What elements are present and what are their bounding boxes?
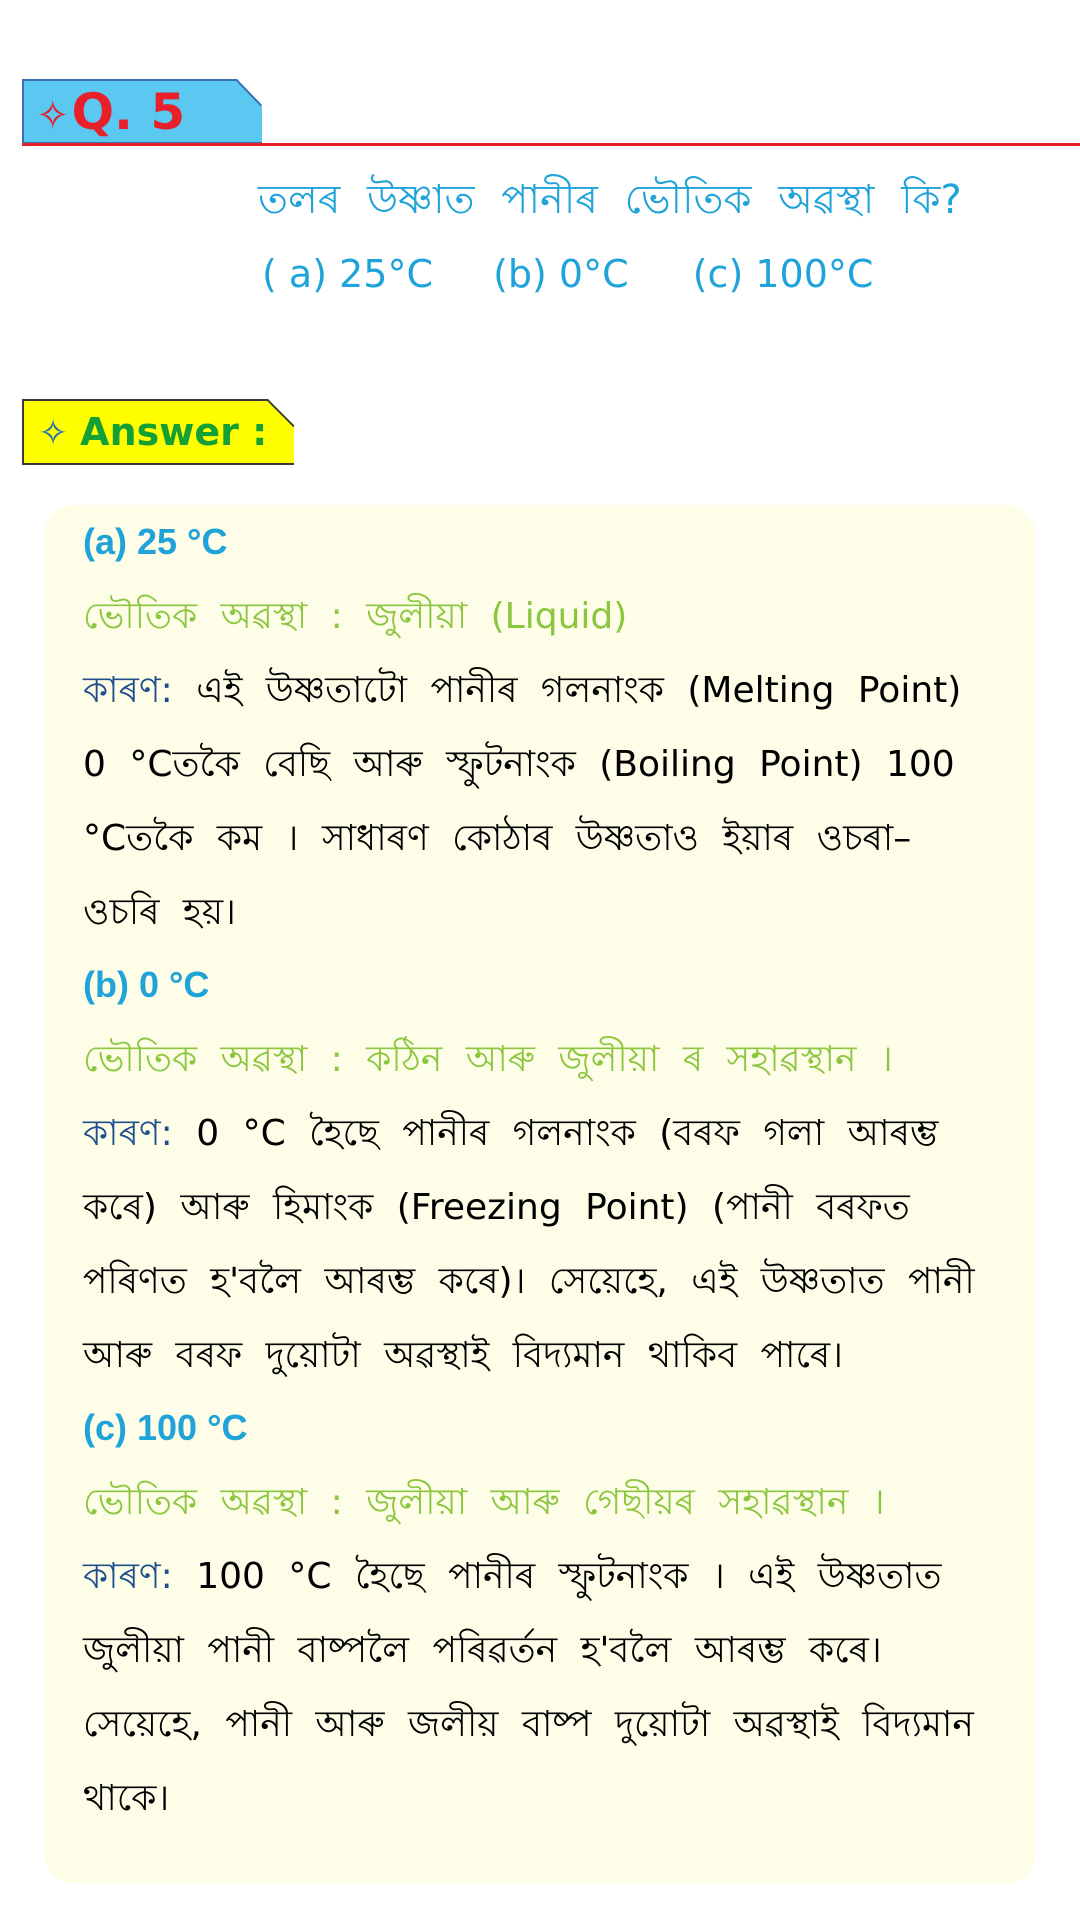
answer-c-reason-line: সেয়েহে, পানী আৰু জলীয় বাষ্প দুয়োটা অৱস্থাই বিদ্যমান [83, 1704, 974, 1745]
question-label [36, 82, 185, 146]
sparkle-icon: ✧ [36, 93, 70, 139]
reason-text: 0 °C হৈছে পানীৰ গলনাংক (বৰফ গলা আৰম্ভ [196, 1113, 939, 1154]
answer-b-reason-line: কৰে) আৰু হিমাংক (Freezing Point) (পানী বৰফত [83, 1187, 910, 1228]
option-c: (c) 100°C [692, 252, 874, 296]
answer-b-reason-line [83, 1109, 938, 1159]
reason-label: কাৰণ: [83, 1113, 173, 1154]
question-divider [22, 143, 1080, 146]
reason-label: কাৰণ: [83, 670, 173, 711]
sparkle-icon: ✧ [38, 413, 69, 454]
answer-c-state: ভৌতিক অৱস্থা : জুলীয়া আৰু গেছীয়ৰ সহাৱস্থান । [83, 1482, 885, 1523]
option-b: (b) 0°C [493, 252, 629, 296]
answer-b-heading: (b) 0 °C [83, 964, 210, 1005]
reason-text: 100 °C হৈছে পানীৰ স্ফুটনাংক । এই উষ্ণতাত [196, 1556, 942, 1597]
reason-label: কাৰণ: [83, 1556, 173, 1597]
answer-c-reason-line [83, 1552, 941, 1602]
question-number: Q. 5 [71, 83, 186, 141]
answer-a-reason-line [83, 666, 961, 716]
answer-b-reason-line: পৰিণত হ'বলৈ আৰম্ভ কৰে)। সেয়েহে, এই উষ্ণতাত পানী [83, 1261, 975, 1302]
answer-label [38, 405, 267, 461]
answer-a-state: ভৌতিক অৱস্থা : জুলীয়া (Liquid) [83, 596, 628, 637]
answer-a-reason-line: °Cতকৈ কম । সাধাৰণ কোঠাৰ উষ্ণতাও ইয়াৰ ওচৰা– [83, 818, 912, 859]
option-a: ( a) 25°C [262, 252, 433, 296]
answer-a-reason-line: ওচৰি হয়। [83, 892, 236, 933]
answer-c-reason-line: জুলীয়া পানী বাষ্পলৈ পৰিৱৰ্তন হ'বলৈ আৰম্ভ কৰে। [83, 1630, 882, 1671]
answer-a-reason-line: 0 °Cতকৈ বেছি আৰু স্ফুটনাংক (Boiling Point) 100 [83, 744, 955, 785]
question-options [262, 246, 873, 302]
question-text: তলৰ উষ্ণাত পানীৰ ভৌতিক অৱস্থা কি? [258, 177, 962, 223]
reason-text: এই উষ্ণতাটো পানীৰ গলনাংক (Melting Point) [196, 670, 962, 711]
answer-title: Answer : [80, 410, 268, 454]
answer-c-heading: (c) 100 °C [83, 1407, 248, 1448]
answer-b-reason-line: আৰু বৰফ দুয়োটা অৱস্থাই বিদ্যমান থাকিব পাৰে। [83, 1335, 844, 1376]
answer-a-heading: (a) 25 °C [83, 521, 228, 562]
answer-b-state: ভৌতিক অৱস্থা : কঠিন আৰু জুলীয়া ৰ সহাৱস্থান । [83, 1039, 893, 1080]
answer-c-reason-line: থাকে। [83, 1778, 170, 1819]
